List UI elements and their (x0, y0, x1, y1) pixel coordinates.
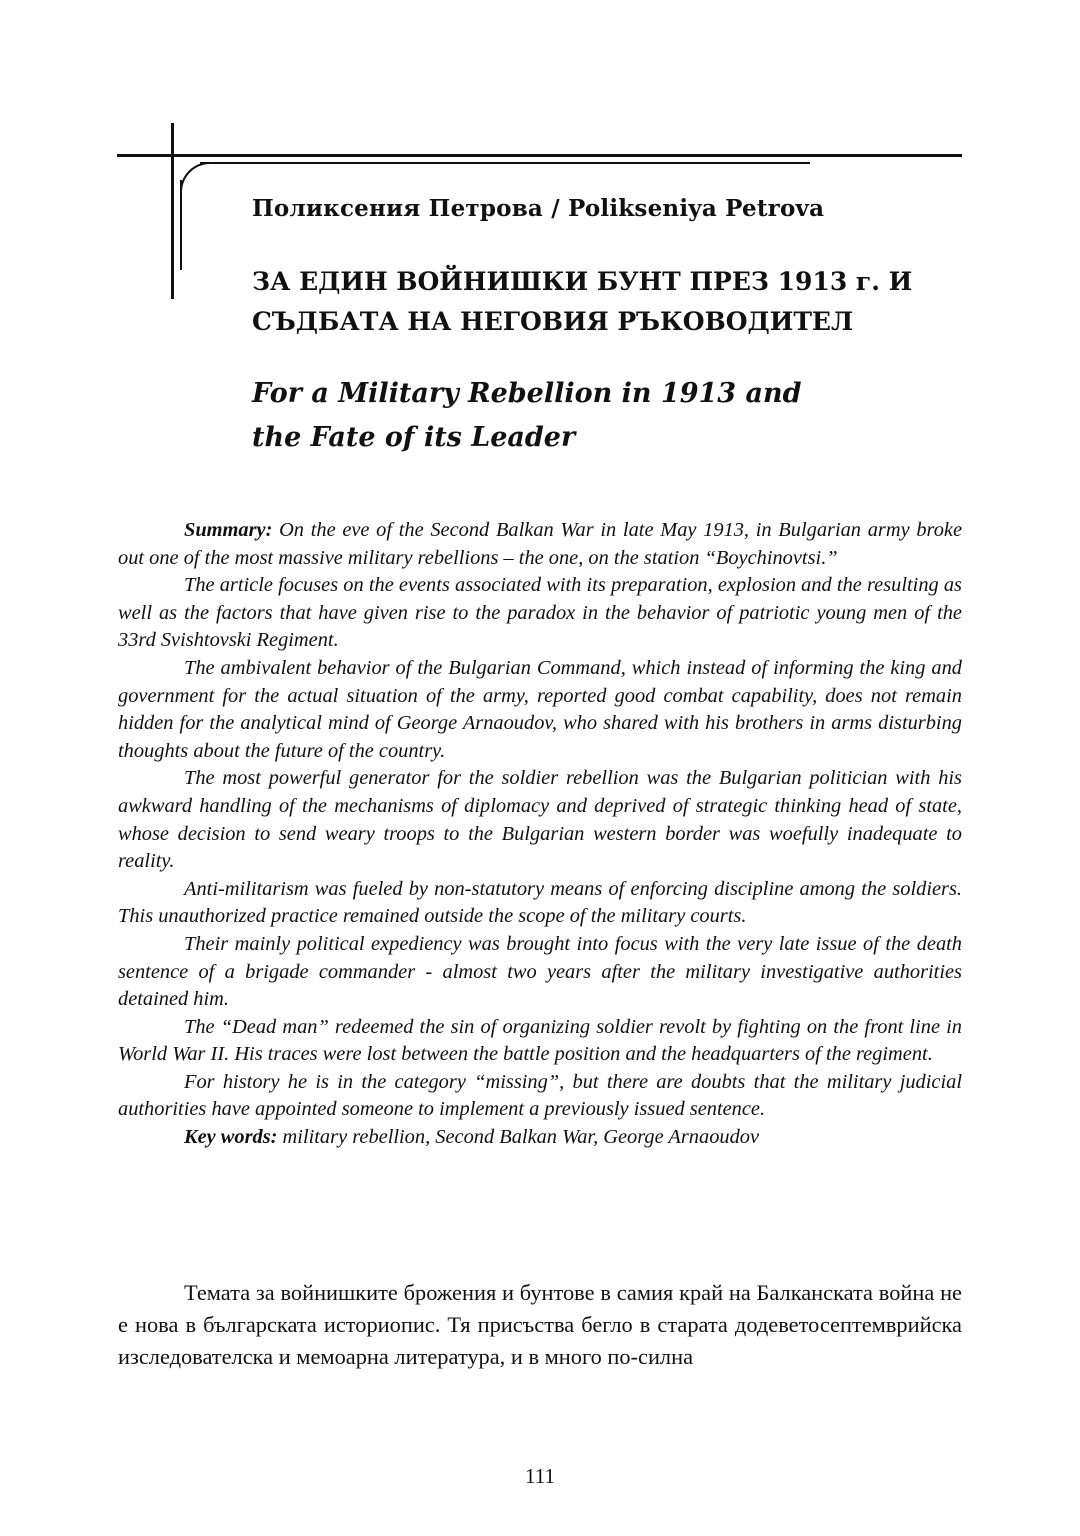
header-rule-horizontal (117, 154, 962, 157)
abstract-paragraph: The “Dead man” redeemed the sin of organizing soldier revolt by fighting on the front line in World War II. His traces were lost between the battle position and the headquarters of the regiment. (118, 1015, 962, 1066)
header-rule-inner (200, 162, 810, 164)
title-bulgarian (252, 262, 972, 342)
abstract-paragraph: Their mainly political expediency was brought into focus with the very late issue of the death sentence of a brigade commander - almost two years after the military investigative authorities detained him. (118, 932, 962, 1011)
summary-intro-text: On the eve of the Second Balkan War in late May 1913, in Bulgarian army broke out one of the most massive military rebellions – the one, on the station “Boychinovtsi.” (118, 519, 962, 569)
abstract (118, 517, 962, 1152)
page-number: 111 (525, 1464, 555, 1488)
keywords (118, 1124, 962, 1152)
body-text (118, 1277, 962, 1373)
abstract-paragraph: The article focuses on the events associated with its preparation, explosion and the resulting as well as the factors that have given rise to the paradox in the behavior of patriotic young men of the 33rd Svishtovski Regiment. (118, 574, 962, 652)
summary-label: Summary: (184, 519, 273, 541)
title-english (252, 372, 972, 460)
title-bulgarian-line: СЪДБАТА НА НЕГОВИЯ РЪКОВОДИТЕЛ (252, 307, 854, 336)
abstract-paragraph: For history he is in the category “missing”, but there are doubts that the military judicial authorities have appointed someone to implement a previously issued sentence. (118, 1070, 962, 1121)
header-rule-vertical (171, 123, 174, 299)
title-english-line: the Fate of its Leader (252, 422, 576, 453)
keywords-text: military rebellion, Second Balkan War, George Arnaoudov (277, 1126, 760, 1149)
title-english-line: For a Military Rebellion in 1913 and (252, 378, 802, 409)
abstract-paragraph: The ambivalent behavior of the Bulgarian Command, which instead of informing the king and government for the actual situation of the army, reported good combat capability, does not remain hidden for the analytical mind of George Arnaoudov, who shared with his brothers in arms disturbing thoughts about the future of the country. (118, 656, 962, 762)
body-paragraph: Темата за войнишките брожения и бунтове в самия край на Балканската война не е нова в българската историопис. Тя присъства бегло в старата додеветосептемврийска изследователска и мемоарна литература, и в много по-силна (118, 1280, 962, 1369)
keywords-label: Key words: (184, 1126, 278, 1149)
author-name: Поликсения Петрова / Polikseniya Petrova (252, 195, 825, 222)
abstract-paragraph: The most powerful generator for the soldier rebellion was the Bulgarian politician with his awkward handling of the mechanisms of diplomacy and deprived of strategic thinking head of state, whose decision to send weary troops to the Bulgarian western border was woefully inadequate to reality. (118, 767, 962, 873)
abstract-intro (118, 517, 962, 572)
header-rule-inner-vertical (180, 180, 182, 270)
title-bulgarian-line: ЗА ЕДИН ВОЙНИШКИ БУНТ ПРЕЗ 1913 г. И (252, 267, 913, 296)
header-rule-corner (180, 162, 222, 194)
abstract-paragraph: Anti-militarism was fueled by non-statutory means of enforcing discipline among the soldiers. This unauthorized practice remained outside the scope of the military courts. (118, 877, 962, 928)
